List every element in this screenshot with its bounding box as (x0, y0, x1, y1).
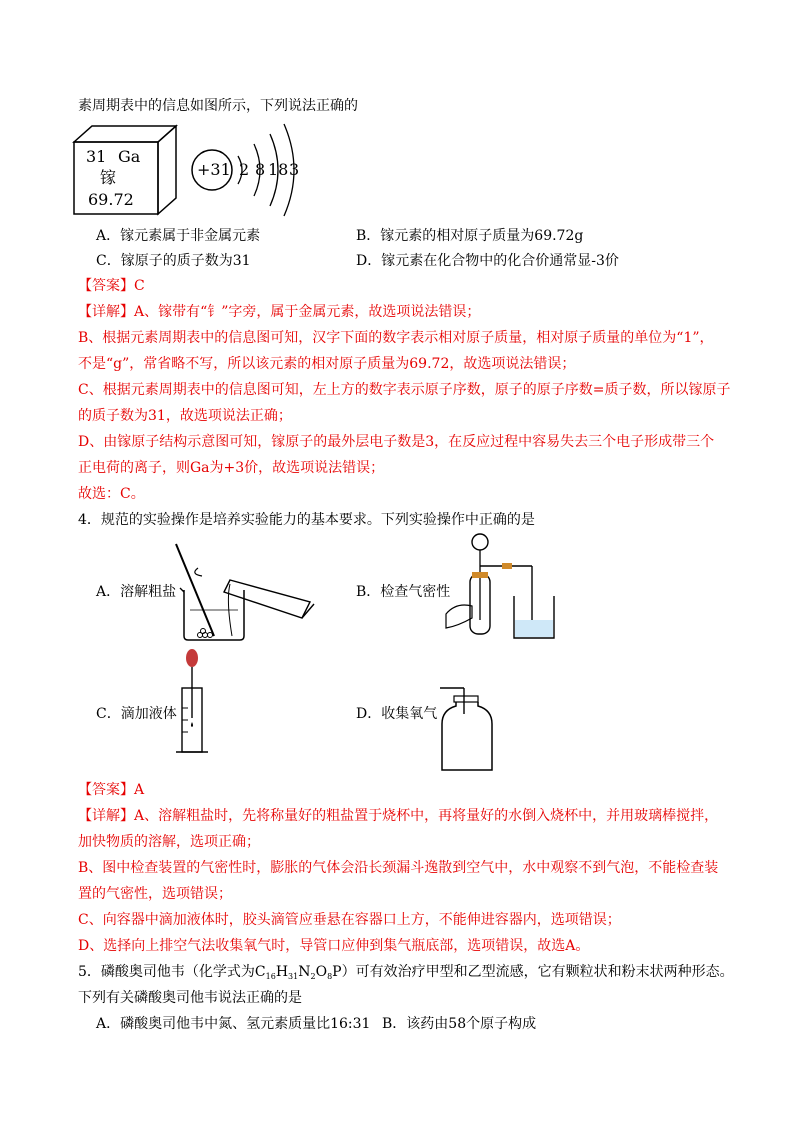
chemical-formula: $C_{16}H_{31}N_2O_8P$ (254, 964, 342, 981)
q3-option-a: A．镓元素属于非金属元素 (96, 228, 261, 244)
q4-detail-line: 【详解】A、溶解粗盐时，先将称量好的粗盐置于烧杯中，再将量好的水倒入烧杯中，并用玻璃棒搅拌， (78, 808, 719, 824)
atom-shell-1: 2 (239, 160, 250, 179)
element-number: 31 (86, 147, 107, 166)
q3-detail-line: 不是“g”，常省略不写，所以该元素的相对原子质量为69.72，故选项说法错误； (78, 356, 576, 372)
q3-detail-line: 的质子数为31，故选项说法正确； (78, 408, 292, 424)
q3-detail-line: B、根据元素周期表中的信息图可知，汉字下面的数字表示相对原子质量，相对原子质量的单位为“1”， (78, 330, 714, 346)
q4-detail-line: D、选择向上排空气法收集氧气时，导管口应伸到集气瓶底部，选项错误，故选A。 (78, 938, 590, 954)
q4-option-b: B．检查气密性 (356, 584, 451, 600)
q5-option-a: A．磷酸奥司他韦中氮、氢元素质量比16:31 (96, 1016, 371, 1032)
q4-option-a: A．溶解粗盐 (96, 584, 177, 600)
atom-shell-4: 3 (289, 160, 300, 179)
atom-shell-3: 18 (268, 160, 289, 179)
gas-collection-figure (434, 684, 504, 774)
q4-detail-line: B、图中检查装置的气密性时，膨胀的气体会沿长颈漏斗逸散到空气中，水中观察不到气泡，不能检查装 (78, 860, 719, 876)
detail-tag: 【详解】 (78, 304, 134, 320)
q3-detail-line: 【详解】A、镓带有“钅”字旁，属于金属元素，故选项说法错误； (78, 304, 481, 320)
q3-detail-line: 故选：C。 (78, 486, 145, 502)
dropper-figure (172, 648, 222, 758)
q4-option-d: D．收集氧气 (356, 706, 438, 722)
q3-option-d: D．镓元素在化合物中的化合价通常显-3价 (356, 253, 619, 269)
q3-answer (78, 276, 730, 296)
answer-value: A (134, 782, 145, 798)
q3-detail-line: C、根据元素周期表中的信息图可知，左上方的数字表示原子序数，原子的原子序数=质子数，所以镓原子 (78, 382, 731, 398)
answer-value: C (134, 278, 145, 294)
q4-option-c: C．滴加液体 (96, 706, 177, 722)
atom-shell-2: 8 (255, 160, 266, 179)
q5-stem-line2: 下列有关磷酸奥司他韦说法正确的是 (78, 990, 302, 1006)
dissolve-figure (170, 540, 320, 645)
element-symbol: Ga (118, 147, 141, 166)
q4-detail-line: 加快物质的溶解，选项正确； (78, 834, 260, 850)
q5-stem: 5．磷酸奥司他韦（化学式为$C_{16}H_{31}N_2O_8P$）可有效治疗甲型和乙型流感，它有颗粒状和粉末状两种形态。 (78, 964, 734, 981)
q4-detail-line: 置的气密性，选项错误； (78, 886, 232, 902)
q4-detail-line: C、向容器中滴加液体时，胶头滴管应垂悬在容器口上方，不能伸进容器内，选项错误； (78, 912, 621, 928)
element-name: 镓 (100, 168, 117, 187)
q3-option-c: C．镓原子的质子数为31 (96, 253, 251, 269)
q4-answer (78, 780, 730, 800)
atom-nucleus: +31 (197, 160, 231, 179)
q5-option-b: B．该药由58个原子构成 (382, 1016, 537, 1032)
detail-tag: 【详解】 (78, 808, 134, 824)
answer-tag: 【答案】 (78, 278, 134, 294)
answer-tag: 【答案】 (78, 782, 134, 798)
q3-stem: 素周期表中的信息如图所示，下列说法正确的 (78, 98, 358, 114)
q4-stem: 4．规范的实验操作是培养实验能力的基本要求。下列实验操作中正确的是 (78, 512, 535, 528)
element-mass: 69.72 (88, 190, 134, 209)
q3-detail-line: D、由镓原子结构示意图可知，镓原子的最外层电子数是3，在反应过程中容易失去三个电子形成带三个 (78, 434, 715, 450)
q3-detail-line: 正电荷的离子，则Ga为+3价，故选项说法错误； (78, 460, 385, 476)
q3-option-b: B．镓元素的相对原子质量为69.72g (356, 228, 584, 244)
airtightness-figure (440, 530, 570, 642)
